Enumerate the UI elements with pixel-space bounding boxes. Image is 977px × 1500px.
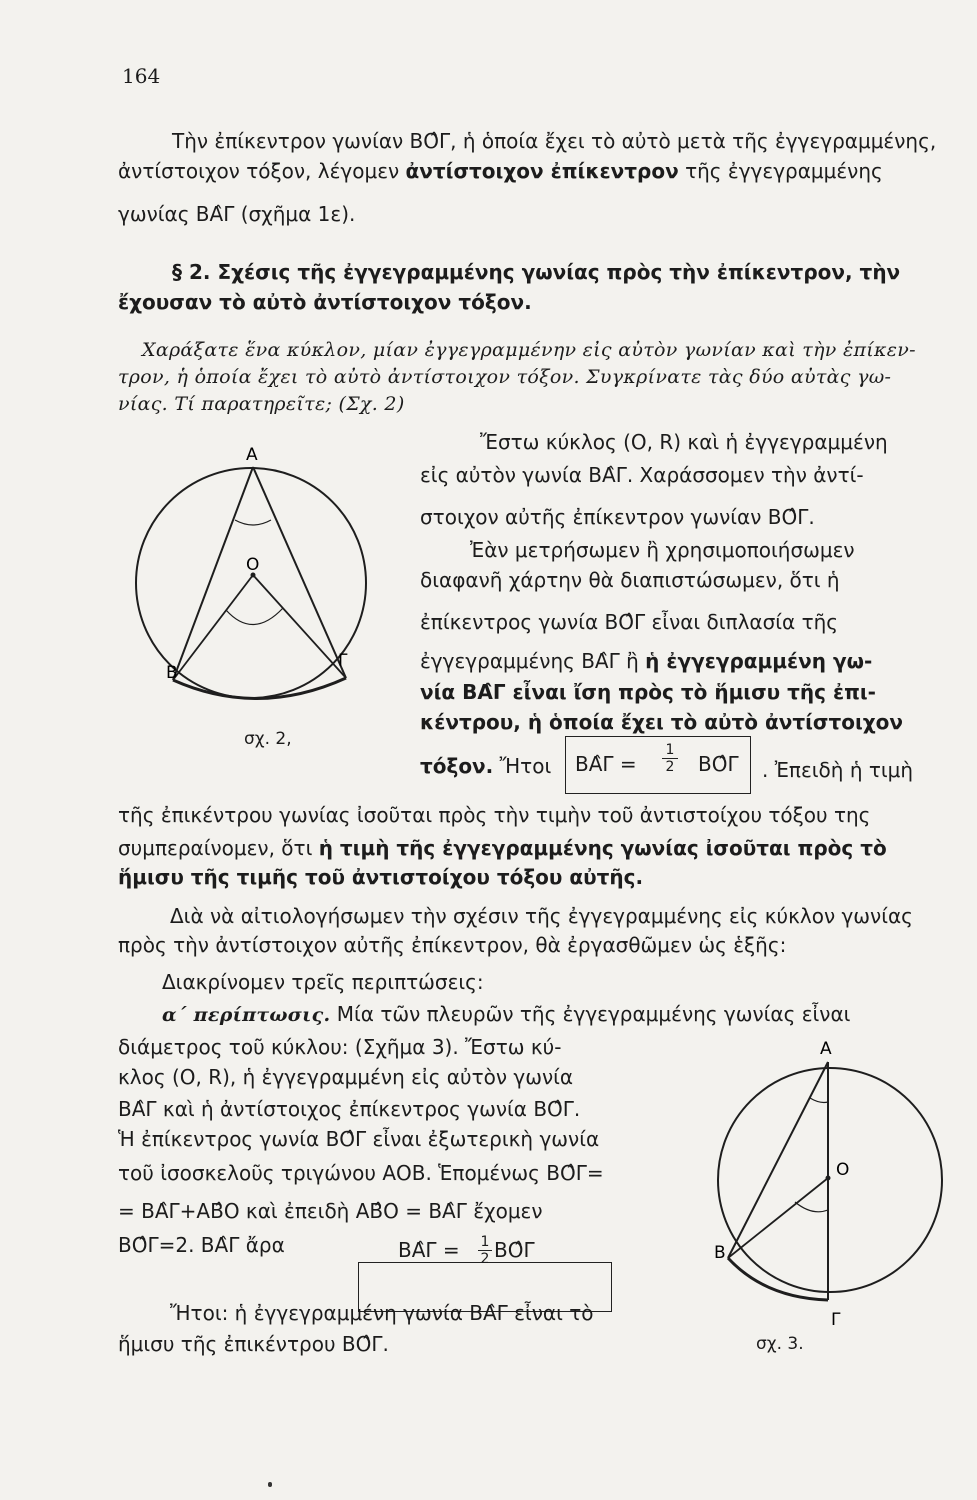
- formula-fraction: 1 2: [662, 742, 678, 775]
- text-line: νία ΒΑ̂Γ εἶναι ἴση πρὸς τὸ ἥμισυ τῆς ἐπι-: [420, 680, 876, 704]
- text-line: διαφανῆ χάρτην θὰ διαπιστώσωμεν, ὅτι ἡ: [420, 568, 840, 592]
- text-line: . Ἐπειδὴ ἡ τιμὴ: [762, 758, 914, 782]
- radius-ob: [173, 575, 253, 680]
- text-line: ἐπίκεντρος γωνία ΒΟ̂Γ εἶναι διπλασία τῆς: [420, 610, 839, 634]
- angle-mark-a: [810, 1098, 828, 1103]
- exercise-text: τρον, ἡ ὁποία ἔχει τὸ αὐτὸ ἀντίστοιχον τόξον. Συγκρίνατε τὰς δύο αὐτὰς γω-: [118, 366, 892, 388]
- angle-mark-o: [226, 608, 283, 625]
- exercise-text: Χαράξατε ἕνα κύκλον, μίαν ἐγγεγραμμένην εἰς αὐτὸν γωνίαν καὶ τὴν ἐπίκεν-: [142, 339, 916, 361]
- arc-bg: [173, 678, 346, 699]
- label-g: Γ: [831, 1310, 841, 1330]
- formula-right: ΒΟ̂Γ: [494, 1238, 535, 1262]
- label-g: Γ: [338, 651, 348, 671]
- label-b: Β: [714, 1243, 726, 1263]
- text-line: γωνίας ΒΑ̂Γ (σχῆμα 1ε).: [118, 202, 356, 226]
- ink-dot: [268, 1482, 272, 1487]
- text-line: τοῦ ἰσοσκελοῦς τριγώνου ΑΟΒ. Ἑπομένως ΒΟ̂Γ=: [118, 1161, 604, 1185]
- label-b: Β: [166, 663, 178, 683]
- text-line: Διὰ νὰ αἰτιολογήσωμεν τὴν σχέσιν τῆς ἐγγεγραμμένης εἰς κύκλον γωνίας: [170, 904, 913, 928]
- text-line: α΄ περίπτωσις. Μία τῶν πλευρῶν τῆς ἐγγεγραμμένης γωνίας εἶναι: [162, 1002, 851, 1026]
- text-line: εἰς αὐτὸν γωνία ΒΑ̂Γ. Χαράσσομεν τὴν ἀντί-: [420, 463, 864, 487]
- text-line: στοιχον αὐτῆς ἐπίκεντρον γωνίαν ΒΟ̂Γ.: [420, 505, 815, 529]
- text-line: ἥμισυ τῆς τιμῆς τοῦ ἀντιστοίχου τόξου αὐτῆς.: [118, 865, 644, 889]
- formula-left: ΒΑ̂Γ =: [575, 752, 637, 776]
- text-line: Ἔστω κύκλος (Ο, R) καὶ ἡ ἐγγεγραμμένη: [480, 430, 888, 454]
- text-line: τόξον. Ἤτοι: [420, 754, 552, 778]
- side-ab: [728, 1062, 828, 1258]
- label-a: Α: [246, 445, 258, 465]
- formula-fraction: 1 2: [478, 1234, 492, 1267]
- text-line: Ἡ ἐπίκεντρος γωνία ΒΟ̂Γ εἶναι ἐξωτερικὴ γωνία: [118, 1127, 600, 1151]
- figure-2-caption: σχ. 2,: [244, 729, 292, 749]
- angle-mark-o: [795, 1202, 828, 1212]
- text-line: συμπεραίνομεν, ὅτι ἡ τιμὴ τῆς ἐγγεγραμμένης γωνίας ἰσοῦται πρὸς τὸ: [118, 836, 887, 860]
- formula-right: ΒΟ̂Γ: [698, 752, 739, 776]
- text-line: Διακρίνομεν τρεῖς περιπτώσεις:: [162, 970, 484, 994]
- page-number: 164: [122, 64, 161, 88]
- section-heading: ἔχουσαν τὸ αὐτὸ ἀντίστοιχον τόξον.: [118, 290, 532, 314]
- text-line: τῆς ἐπικέντρου γωνίας ἰσοῦται πρὸς τὴν τιμὴν τοῦ ἀντιστοίχου τόξου της: [118, 803, 871, 827]
- figure-2-diagram: [118, 440, 418, 740]
- text-line: ΒΟ̂Γ=2. ΒΑ̂Γ ἄρα: [118, 1233, 285, 1257]
- center-point: [826, 1176, 831, 1181]
- text-line: Τὴν ἐπίκεντρον γωνίαν ΒΟ̂Γ, ἡ ὁποία ἔχει τὸ αὐτὸ μετὰ τῆς ἐγγεγραμμένης,: [172, 129, 937, 153]
- figure-3-diagram: [700, 1030, 960, 1350]
- formula-left: ΒΑ̂Γ =: [398, 1238, 460, 1262]
- text-line: κέντρου, ἡ ὁποία ἔχει τὸ αὐτὸ ἀντίστοιχον: [420, 710, 904, 734]
- figure-3-caption: σχ. 3.: [756, 1334, 804, 1354]
- label-o: Ο: [246, 555, 260, 575]
- text-line: ἥμισυ τῆς ἐπικέντρου ΒΟ̂Γ.: [118, 1332, 389, 1356]
- text-line: ἐγγεγραμμένης ΒΑ̂Γ ἢ ἡ ἐγγεγραμμένη γω-: [420, 649, 873, 673]
- section-heading: § 2. Σχέσις τῆς ἐγγεγραμμένης γωνίας πρὸς τὴν ἐπίκεντρον, τὴν: [172, 260, 901, 284]
- side-ab: [173, 467, 253, 680]
- text-line: Ἤτοι: ἡ ἐγγεγραμμένη γωνία ΒΑ̂Γ εἶναι τὸ: [170, 1301, 594, 1325]
- text-line: διάμετρος τοῦ κύκλου: (Σχῆμα 3). Ἔστω κύ-: [118, 1035, 562, 1059]
- text-line: ἀντίστοιχον τόξον, λέγομεν ἀντίστοιχον ἐπίκεντρον τῆς ἐγγεγραμμένης: [118, 159, 883, 183]
- label-a: Α: [820, 1039, 832, 1059]
- angle-mark-a: [235, 520, 271, 525]
- text-line: ΒΑ̂Γ καὶ ἡ ἀντίστοιχος ἐπίκεντρος γωνία ΒΟ̂Γ.: [118, 1097, 581, 1121]
- text-line: Ἐὰν μετρήσωμεν ἢ χρησιμοποιήσωμεν: [470, 538, 855, 562]
- text-line: κλος (Ο, R), ἡ ἐγγεγραμμένη εἰς αὐτὸν γωνία: [118, 1065, 574, 1089]
- side-ag: [253, 467, 346, 678]
- exercise-text: νίας. Τί παρατηρεῖτε; (Σχ. 2): [118, 393, 405, 415]
- radius-og: [253, 575, 346, 678]
- circle: [718, 1068, 942, 1292]
- text-line: = ΒΑ̂Γ+ΑΒ̂Ο καὶ ἐπειδὴ ΑΒ̂Ο = ΒΑ̂Γ ἔχομεν: [118, 1199, 543, 1223]
- label-o: Ο: [836, 1160, 850, 1180]
- text-line: πρὸς τὴν ἀντίστοιχον αὐτῆς ἐπίκεντρον, θὰ ἐργασθῶμεν ὡς ἑξῆς:: [118, 933, 787, 957]
- radius-ob: [728, 1178, 828, 1258]
